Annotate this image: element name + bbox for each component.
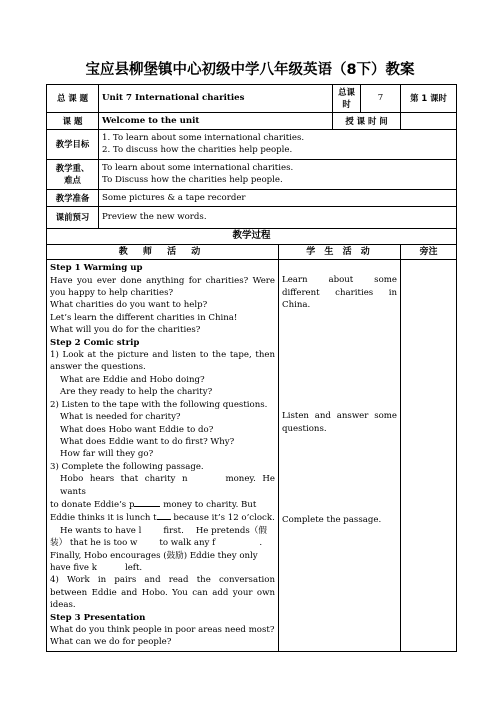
step-text: What can we do for people?	[50, 637, 172, 648]
note-col-header: 旁注	[401, 244, 457, 259]
period-value: 第 1 课时	[401, 85, 457, 113]
passage-line: 装） that he is too w to walk any f .	[50, 538, 263, 549]
keys-label-line: 教学重、	[55, 162, 90, 173]
keys-cell	[99, 159, 457, 189]
step-text: What does Eddie want to do first? Why?	[60, 436, 235, 447]
date-label: 授 课 时 间	[333, 112, 401, 129]
keys-label	[47, 159, 99, 189]
step-text: 1) Look at the picture and listen to the tape, then answer the questions.	[50, 350, 275, 373]
step-text: What does Hobo want Eddie to do?	[60, 424, 214, 435]
preview-label: 课前预习	[47, 206, 99, 228]
keys-label-line: 难点	[64, 175, 81, 186]
step-text: Let’s learn the different charities in China!	[50, 312, 238, 323]
total-label: 总课时	[333, 85, 361, 113]
step-text: 3) Complete the following passage.	[50, 461, 204, 472]
goal-item: 1. To learn about some international charities.	[102, 132, 305, 143]
preview-value: Preview the new words.	[99, 206, 457, 228]
key-item: To Discuss how the charities help people.	[102, 175, 283, 186]
process-title: 教学过程	[47, 228, 457, 244]
passage-line: Finally, Hobo encourages (鼓励) Eddie they only	[50, 550, 258, 561]
student-col-header: 学 生 活 动	[279, 244, 401, 259]
passage-line: Hobo hears that charity n money. He wants	[60, 474, 275, 497]
step-text: What will you do for the charities?	[50, 325, 201, 336]
passage-line: He wants to have l first. He pretends（假	[60, 525, 267, 536]
key-item: To learn about some international charities.	[102, 162, 294, 173]
teacher-activities	[47, 260, 279, 652]
student-activity: Learn about some different charities in China.	[282, 275, 398, 311]
step-text: What are Eddie and Hobo doing?	[60, 374, 205, 385]
step-heading: Step 3 Presentation	[50, 612, 146, 623]
goals-label: 教学目标	[47, 129, 99, 159]
step-heading: Step 1 Warming up	[50, 263, 143, 274]
step-text: Have you ever done anything for charities? Were you happy to help charities?	[50, 275, 275, 299]
step-heading: Step 2 Comic strip	[50, 337, 140, 348]
step-text: What is needed for charity?	[60, 412, 181, 423]
passage-line: Eddie thinks it is lunch t because it’s 12 o’clock.	[50, 513, 275, 524]
passage-line: to donate Eddie’s p money to charity. But	[50, 499, 257, 510]
passage-line: have five k left.	[50, 562, 143, 573]
goals-cell	[99, 129, 457, 159]
note-column	[401, 260, 457, 652]
step-text: What do you think people in poor areas need most?	[50, 625, 275, 635]
student-activity: Complete the passage.	[282, 515, 382, 526]
lesson-label: 课 题	[47, 112, 99, 129]
page-title: 宝应县柳堡镇中心初级中学八年级英语（8下）教案	[85, 62, 415, 78]
topic-value: Unit 7 International charities	[99, 85, 333, 113]
teacher-col-header: 教 师 活 动	[47, 244, 279, 259]
step-text: How far will they go?	[60, 449, 154, 460]
step-text: 2) Listen to the tape with the following questions.	[50, 399, 268, 410]
student-activities	[279, 260, 401, 652]
step-text: What charities do you want to help?	[50, 300, 208, 311]
student-activity: Listen and answer some questions.	[282, 411, 398, 434]
prep-label: 教学准备	[47, 189, 99, 206]
step-text: 4) Work in pairs and read the conversation between Eddie and Hobo. You can add your own ideas.	[50, 575, 275, 611]
total-value: 7	[361, 85, 401, 113]
topic-label: 总 课 题	[47, 85, 99, 113]
goal-item: 2. To discuss how the charities help people.	[102, 145, 293, 156]
lesson-value: Welcome to the unit	[99, 112, 333, 129]
date-value	[401, 112, 457, 129]
lesson-plan-table	[46, 84, 457, 652]
step-text: Are they ready to help the charity?	[60, 387, 213, 398]
prep-value: Some pictures & a tape recorder	[99, 189, 457, 206]
